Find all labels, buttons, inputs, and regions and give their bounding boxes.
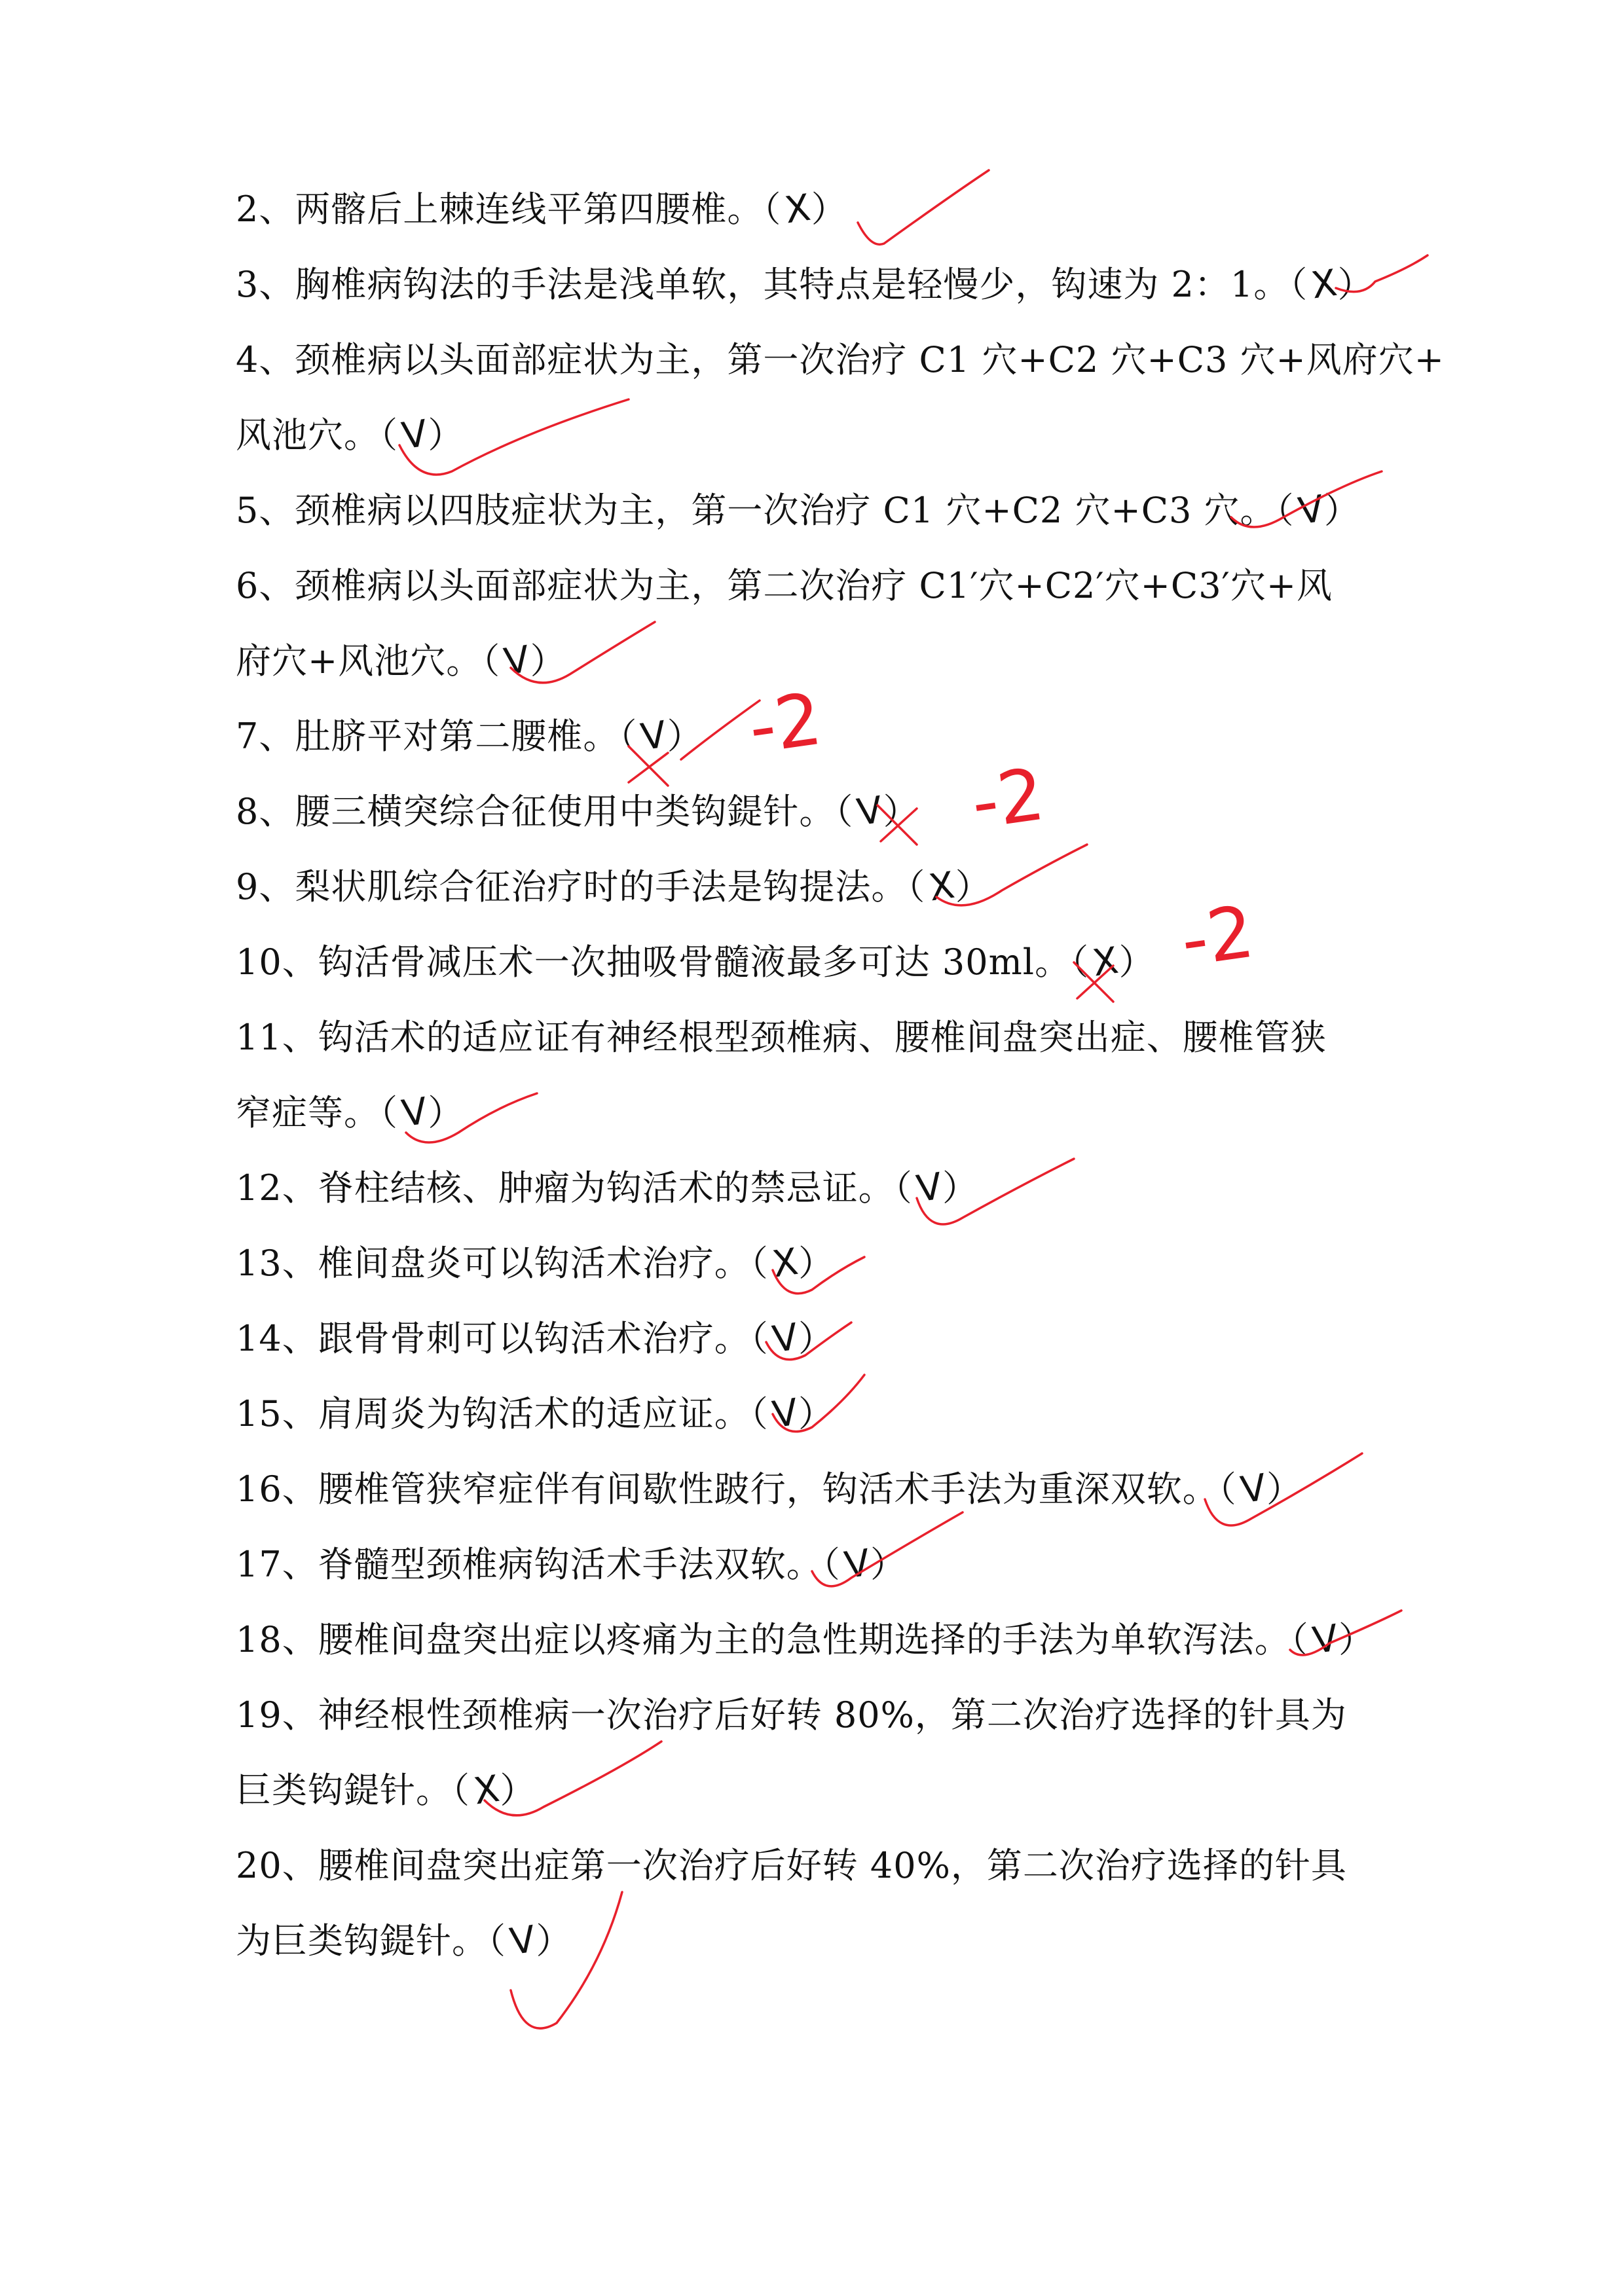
student-answer: X xyxy=(769,1240,802,1286)
student-answer: V xyxy=(507,1918,539,1964)
question-8: 8、腰三横突综合征使用中类钩鍉针。（V） xyxy=(236,788,919,835)
grader-score-8: -2 xyxy=(966,752,1050,845)
question-11: 11、钩活术的适应证有神经根型颈椎病、腰椎间盘突出症、腰椎管狭 xyxy=(236,1017,1327,1058)
student-answer: V xyxy=(638,713,670,759)
student-answer: X xyxy=(926,864,958,910)
student-answer: X xyxy=(782,186,814,232)
question-9: 9、梨状肌综合征治疗时的手法是钩提法。（X） xyxy=(236,864,991,910)
question-14: 14、跟骨骨刺可以钩活术治疗。（V） xyxy=(236,1315,835,1362)
question-5: 5、颈椎病以四肢症状为主，第一次治疗 C1 穴+C2 穴+C3 穴。（V） xyxy=(236,487,1360,534)
question-7: 7、肚脐平对第二腰椎。（V） xyxy=(236,713,703,759)
question-12: 12、脊柱结核、肿瘤为钩活术的禁忌证。（V） xyxy=(236,1165,979,1211)
question-4-cont: 风池穴。（V） xyxy=(236,412,464,458)
student-answer: V xyxy=(1238,1466,1270,1512)
student-answer: V xyxy=(1295,487,1327,534)
student-answer: V xyxy=(854,788,886,835)
student-answer: X xyxy=(1090,939,1122,985)
question-10: 10、钩活骨减压术一次抽吸骨髓液最多可达 30ml。（X） xyxy=(236,939,1155,985)
student-answer: V xyxy=(913,1165,946,1211)
question-18: 18、腰椎间盘突出症以疼痛为主的急性期选择的手法为单软泻法。（V） xyxy=(236,1616,1375,1663)
student-answer: V xyxy=(769,1391,802,1437)
student-answer: V xyxy=(1310,1616,1342,1663)
question-17: 17、脊髓型颈椎病钩活术手法双软。（V） xyxy=(236,1541,907,1588)
student-answer: V xyxy=(399,412,431,458)
student-answer: V xyxy=(501,638,533,684)
student-answer: V xyxy=(841,1541,874,1588)
question-6-cont: 府穴+风池穴。（V） xyxy=(236,638,566,684)
student-answer: V xyxy=(769,1315,802,1362)
question-13: 13、椎间盘炎可以钩活术治疗。（X） xyxy=(236,1240,835,1286)
grader-score-10: -2 xyxy=(1175,889,1259,983)
question-20-cont: 为巨类钩鍉针。（V） xyxy=(236,1918,572,1964)
student-answer: X xyxy=(1308,261,1340,308)
question-19-cont: 巨类钩鍉针。（X） xyxy=(236,1767,536,1813)
question-2: 2、两髂后上棘连线平第四腰椎。（X） xyxy=(236,186,847,232)
question-20: 20、腰椎间盘突出症第一次治疗后好转 40%，第二次治疗选择的针具 xyxy=(236,1845,1347,1886)
student-answer: V xyxy=(399,1089,431,1136)
question-11-cont: 窄症等。（V） xyxy=(236,1089,464,1136)
question-19: 19、神经根性颈椎病一次治疗后好转 80%，第二次治疗选择的针具为 xyxy=(236,1694,1347,1736)
student-answer: X xyxy=(471,1767,503,1813)
question-15: 15、肩周炎为钩活术的适应证。（V） xyxy=(236,1391,835,1437)
question-6: 6、颈椎病以头面部症状为主，第二次治疗 C1′穴+C2′穴+C3′穴+风 xyxy=(236,565,1333,606)
grader-score-7: -2 xyxy=(743,676,827,770)
question-16: 16、腰椎管狭窄症伴有间歇性跛行，钩活术手法为重深双软。（V） xyxy=(236,1466,1303,1512)
question-3: 3、胸椎病钩法的手法是浅单软，其特点是轻慢少，钩速为 2：1。（X） xyxy=(236,261,1374,308)
question-4: 4、颈椎病以头面部症状为主，第一次治疗 C1 穴+C2 穴+C3 穴+风府穴+ xyxy=(236,339,1445,380)
